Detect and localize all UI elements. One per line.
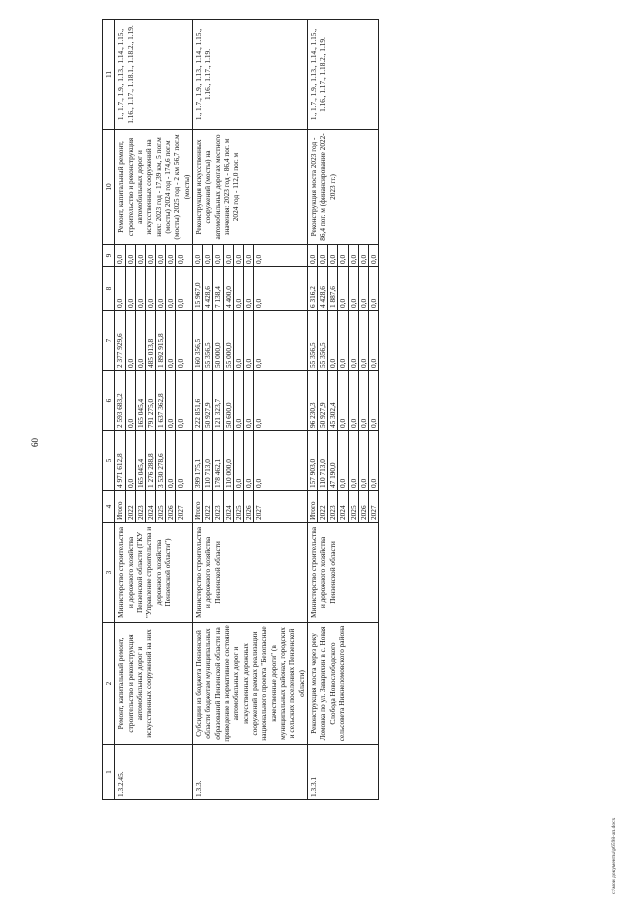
regional-cell — [115, 311, 193, 371]
year-cell-value: 2025 — [234, 491, 244, 522]
year-cell-value: 2027 — [176, 505, 186, 520]
federal-cell-value: 165 045,4 — [136, 371, 146, 430]
column-header-7: 7 — [103, 311, 115, 371]
year-cell-value: 2027 — [254, 505, 264, 520]
file-path-footer: c:\мои документы\р6598-ап.docx — [611, 817, 617, 894]
local-cell-value: 0,0 — [136, 267, 146, 310]
item-number: 1.3.3.1 — [307, 745, 378, 800]
federal-cell-value: 0,0 — [254, 418, 264, 428]
indicator-links: 1., 1.7., 1.9., 1.13., 1.14., 1.15., 1.16., 1.17., 1.19. — [192, 20, 307, 130]
local-cell-value: 4 400,0 — [224, 267, 234, 310]
federal-cell-value: 96 230,3 — [308, 371, 318, 430]
local-cell-value: 0,0 — [349, 267, 359, 310]
other-cell — [307, 245, 378, 267]
other-cell-value: 0,0 — [349, 245, 359, 266]
total-cell-value: 165 045,4 — [136, 431, 146, 490]
column-header-8: 8 — [103, 267, 115, 311]
regional-cell-value: 0,0 — [359, 311, 369, 370]
regional-cell-value: 50 000,0 — [213, 311, 223, 370]
other-cell-value: 0,0 — [308, 245, 318, 266]
total-cell — [192, 431, 307, 491]
local-cell-value: 0,0 — [166, 267, 176, 310]
total-cell-value: 0,0 — [234, 431, 244, 490]
federal-cell — [192, 371, 307, 431]
regional-cell-value: 55 356,5 — [318, 311, 328, 370]
regional-cell-value: 0,0 — [244, 311, 254, 370]
year-cell-value: Итого — [308, 491, 318, 522]
year-cell-value: Итого — [115, 491, 125, 522]
total-cell — [307, 431, 378, 491]
total-cell-value: 178 462,1 — [213, 431, 223, 490]
item-number: 1.3.3. — [192, 745, 307, 800]
regional-cell-value: 0,0 — [338, 311, 348, 370]
local-cell-value: 0,0 — [146, 267, 156, 310]
other-cell-value: 0,0 — [234, 245, 244, 266]
item-number: 1.3.2.45. — [115, 745, 193, 800]
other-cell-value: 0,0 — [115, 245, 125, 266]
expected-result: Ремонт, капитальный ремонт, строительство и реконструкция автомобильных дорог и искусственных сооружений на них: 2023 год - 17,39 км, 5 пог.м (мосты) 2024 год - 174,6 пог.м (мосты) 2025 год - 2 км 56,7 пог.м (мосты) — [115, 130, 193, 245]
total-cell-value: 0,0 — [176, 478, 186, 488]
regional-cell-value: 55 356,5 — [203, 311, 213, 370]
column-header-9: 9 — [103, 245, 115, 267]
other-cell-value: 0,0 — [328, 245, 338, 266]
total-cell-value: 110 713,0 — [203, 431, 213, 490]
federal-cell-value: 0,0 — [244, 371, 254, 430]
total-cell-value: 0,0 — [126, 431, 136, 490]
federal-cell-value: 50 927,9 — [203, 371, 213, 430]
local-cell-value: 0,0 — [254, 298, 264, 308]
federal-cell-value: 2 593 683,2 — [115, 371, 125, 430]
year-cell — [192, 491, 307, 523]
federal-cell-value: 222 851,6 — [193, 371, 203, 430]
local-cell-value: 7 138,4 — [213, 267, 223, 310]
local-cell-value: 0,0 — [126, 267, 136, 310]
local-cell-value: 0,0 — [156, 267, 166, 310]
column-header-5: 5 — [103, 431, 115, 491]
program-table — [102, 19, 379, 800]
local-cell-value: 0,0 — [115, 267, 125, 310]
total-cell — [115, 431, 193, 491]
other-cell-value: 0,0 — [369, 254, 379, 264]
year-cell-value: 2024 — [338, 491, 348, 522]
document-sheet — [102, 20, 622, 800]
total-cell-value: 399 175,1 — [193, 431, 203, 490]
regional-cell-value: 0,0 — [176, 358, 186, 368]
year-cell-value: 2024 — [146, 491, 156, 522]
expected-result: Реконструкция искусственных сооружений (мосты) на автомобильных дорогах местного значения: 2023 год - 86,4 пог. м 2024 год - 112,0 пог. м — [192, 130, 307, 245]
item-executor: Министерство строительства и дорожного хозяйства Пензенской области — [192, 523, 307, 623]
other-cell-value: 0,0 — [176, 254, 186, 264]
federal-cell-value: 121 323,7 — [213, 371, 223, 430]
federal-cell-value: 1 637 362,8 — [156, 371, 166, 430]
year-cell — [115, 491, 193, 523]
local-cell-value: 1 887,6 — [328, 267, 338, 310]
regional-cell-value: 0,0 — [349, 311, 359, 370]
regional-cell-value: 55 356,5 — [308, 311, 318, 370]
regional-cell-value: 0,0 — [369, 358, 379, 368]
local-cell-value: 0,0 — [369, 298, 379, 308]
total-cell-value: 0,0 — [254, 478, 264, 488]
federal-cell-value: 791 275,0 — [146, 371, 156, 430]
regional-cell-value: 2 377 929,6 — [115, 311, 125, 370]
regional-cell — [192, 311, 307, 371]
column-header-6: 6 — [103, 371, 115, 431]
year-cell-value: 2022 — [126, 491, 136, 522]
regional-cell-value: 485 013,8 — [146, 311, 156, 370]
table-row — [115, 20, 193, 800]
federal-cell-value: 0,0 — [166, 371, 176, 430]
local-cell-value: 0,0 — [176, 298, 186, 308]
regional-cell-value: 55 000,0 — [224, 311, 234, 370]
local-cell — [115, 267, 193, 311]
local-cell — [307, 267, 378, 311]
federal-cell-value: 45 302,4 — [328, 371, 338, 430]
local-cell-value: 15 967,0 — [193, 267, 203, 310]
federal-cell-value: 0,0 — [126, 371, 136, 430]
federal-cell-value: 0,0 — [338, 371, 348, 430]
federal-cell-value: 50 600,0 — [224, 371, 234, 430]
other-cell-value: 0,0 — [359, 245, 369, 266]
page-number: 60 — [30, 438, 40, 447]
regional-cell-value: 0,0 — [136, 311, 146, 370]
other-cell-value: 0,0 — [126, 245, 136, 266]
total-cell-value: 47 190,0 — [328, 431, 338, 490]
column-header-11: 11 — [103, 20, 115, 130]
federal-cell-value: 50 927,9 — [318, 371, 328, 430]
federal-cell-value: 0,0 — [369, 418, 379, 428]
total-cell-value: 0,0 — [359, 431, 369, 490]
expected-result: Реконструкция моста 2023 год - 86,4 пог. м (финансирование 2022-2023 гг.) — [307, 130, 378, 245]
other-cell-value: 0,0 — [318, 245, 328, 266]
federal-cell-value: 0,0 — [234, 371, 244, 430]
total-cell-value: 157 903,0 — [308, 431, 318, 490]
item-executor: Министерство строительства и дорожного хозяйства Пензенской области (ГКУ "Управление строительства и дорожного хозяйства Пензенской области") — [115, 523, 193, 623]
other-cell-value: 0,0 — [136, 245, 146, 266]
column-header-4: 4 — [103, 491, 115, 523]
year-cell-value: 2025 — [349, 491, 359, 522]
table-row — [307, 20, 378, 800]
year-cell-value: 2026 — [359, 491, 369, 522]
other-cell-value: 0,0 — [156, 245, 166, 266]
regional-cell — [307, 311, 378, 371]
total-cell-value: 110 000,0 — [224, 431, 234, 490]
total-cell-value: 4 971 612,8 — [115, 431, 125, 490]
item-executor: Министерство строительства и дорожного хозяйства Пензенской области — [307, 523, 378, 623]
local-cell-value: 0,0 — [359, 267, 369, 310]
indicator-links: 1., 1.7., 1.9., 1.13., 1.14., 1.15., 1.16., 1.17., 1.18.2., 1.19. — [307, 20, 378, 130]
item-name: Субсидии из бюджета Пензенской области бюджетам муниципальных образований Пензенской области на приведение в нормативное состояние автомобильных дорог и искусственных дорожных сооружений в рамках реализации национального проекта "Безопасные качественные дороги" (в муниципальных районах, городских и сельских поселениях Пензенской области) — [192, 623, 307, 745]
regional-cell-value: 160 356,5 — [193, 311, 203, 370]
year-cell-value: 2027 — [369, 505, 379, 520]
other-cell-value: 0,0 — [224, 245, 234, 266]
other-cell-value: 0,0 — [254, 254, 264, 264]
total-cell-value: 0,0 — [166, 431, 176, 490]
local-cell-value: 0,0 — [234, 267, 244, 310]
regional-cell-value: 0,0 — [126, 311, 136, 370]
column-header-3: 3 — [103, 523, 115, 623]
year-cell-value: 2026 — [244, 491, 254, 522]
local-cell-value: 4 428,6 — [203, 267, 213, 310]
regional-cell-value: 0,0 — [234, 311, 244, 370]
local-cell-value: 4 428,6 — [318, 267, 328, 310]
regional-cell-value: 0,0 — [166, 311, 176, 370]
other-cell-value: 0,0 — [244, 245, 254, 266]
other-cell-value: 0,0 — [166, 245, 176, 266]
year-cell — [307, 491, 378, 523]
federal-cell-value: 0,0 — [176, 418, 186, 428]
total-cell-value: 0,0 — [349, 431, 359, 490]
total-cell-value: 1 276 288,8 — [146, 431, 156, 490]
table-body — [115, 20, 379, 800]
other-cell-value: 0,0 — [203, 245, 213, 266]
federal-cell — [115, 371, 193, 431]
total-cell-value: 0,0 — [338, 431, 348, 490]
year-cell-value: 2023 — [328, 491, 338, 522]
total-cell-value: 0,0 — [369, 478, 379, 488]
year-cell-value: Итого — [193, 491, 203, 522]
local-cell — [192, 267, 307, 311]
item-name: Ремонт, капитальный ремонт, строительство и реконструкция автомобильных дорог и искусственных сооружений на них — [115, 623, 193, 745]
other-cell-value: 0,0 — [146, 245, 156, 266]
local-cell-value: 0,0 — [338, 267, 348, 310]
table-row — [192, 20, 307, 800]
local-cell-value: 0,0 — [244, 267, 254, 310]
header-row — [103, 20, 115, 800]
indicator-links: 1., 1.7., 1.9., 1.13., 1.14., 1.15., 1.16., 1.17., 1.18.1., 1.18.2., 1.19. — [115, 20, 193, 130]
year-cell-value: 2022 — [203, 491, 213, 522]
regional-cell-value: 0,0 — [328, 311, 338, 370]
year-cell-value: 2023 — [136, 491, 146, 522]
total-cell-value: 3 530 278,6 — [156, 431, 166, 490]
column-header-2: 2 — [103, 623, 115, 745]
federal-cell-value: 0,0 — [349, 371, 359, 430]
other-cell-value: 0,0 — [193, 245, 203, 266]
other-cell — [192, 245, 307, 267]
total-cell-value: 110 713,0 — [318, 431, 328, 490]
item-name: Реконструкция моста через реку Ломовка по ул. Заварихин в с. Новая Слобода Новослободского сельсовета Нижнеломовского района — [307, 623, 378, 745]
regional-cell-value: 0,0 — [254, 358, 264, 368]
local-cell-value: 6 316,2 — [308, 267, 318, 310]
year-cell-value: 2024 — [224, 491, 234, 522]
year-cell-value: 2025 — [156, 491, 166, 522]
other-cell-value: 0,0 — [338, 245, 348, 266]
federal-cell-value: 0,0 — [359, 371, 369, 430]
year-cell-value: 2022 — [318, 491, 328, 522]
other-cell — [115, 245, 193, 267]
column-header-1: 1 — [103, 745, 115, 800]
year-cell-value: 2023 — [213, 491, 223, 522]
federal-cell — [307, 371, 378, 431]
year-cell-value: 2026 — [166, 491, 176, 522]
other-cell-value: 0,0 — [213, 245, 223, 266]
column-header-10: 10 — [103, 130, 115, 245]
total-cell-value: 0,0 — [244, 431, 254, 490]
regional-cell-value: 1 892 915,8 — [156, 311, 166, 370]
